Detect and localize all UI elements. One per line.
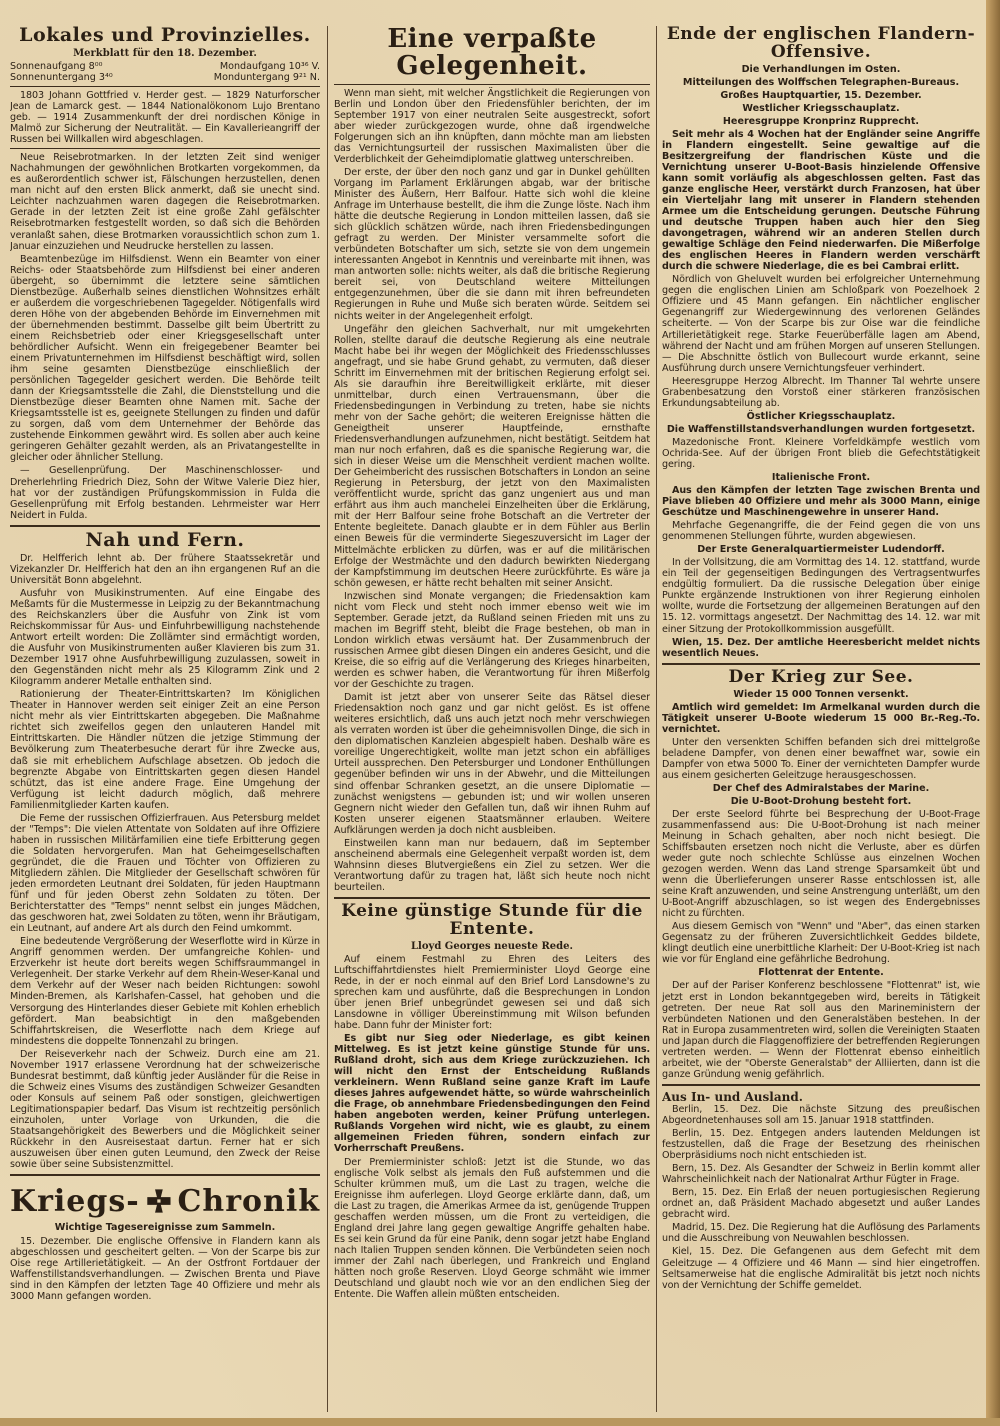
merkblatt-heading: Merkblatt für den 18. Dezember.	[73, 47, 257, 59]
see-para: Der auf der Pariser Konferenz beschlossene "Flottenrat" ist, wie jetzt erst in London bekanntgegeben wird, bereits in Tätigkeit getreten. Der neue Rat soll aus den Marineministern der verbündeten Nationen und den Generalstäben bestehen. In der Rat in Europa zusammentreten wird, sollen die Vereinigten Staaten und Japan durch die Flaggenoffiziere der betreffenden Regierungen vertreten werden. — Wenn der Flottenrat ebenso einheitlich arbeitet, wie der "Oberste Generalstab" der Alliierten, dann ist die ganze Gründung wenig gefährlich.	[662, 980, 980, 1080]
article-theater: Rationierung der Theater-Eintrittskarten? Im Königlichen Theater in Hannover werden seit einiger Zeit an eine Person nicht mehr als vier Eintrittskarten abgegeben. Die Maßnahme richtet sich zweifellos gegen den unlauteren Handel mit Eintrittskarten. Die Händler nützen die jetzige Stimmung der Bevölkerung zum Theaterbesuche derart für ihre Zwecke aus, daß sie mit erheblichem Aufschlage absetzen. Ob jedoch die begrenzte Abgabe von Eintrittskarten gegen diesen Handel schützt, das ist eine andere Frage. Eine Umgehung der Verfügung ist leicht dadurch möglich, daß mehrere Familienmitglieder Karten kaufen.	[10, 689, 320, 811]
page-edge	[986, 0, 1000, 1426]
chronik-word-2: Chronik	[177, 1183, 320, 1219]
divider	[10, 86, 320, 87]
column-rule	[327, 26, 328, 1412]
ausland-item: Bern, 15. Dez. Als Gesandter der Schweiz in Berlin kommt aller Wahrscheinlichkeit nach der Nationalrat Arthur Fügter in Frage.	[662, 1163, 980, 1186]
see-para: Aus diesem Gemisch von "Wenn" und "Aber", das einen starken Gegensatz zu der früheren Zuversichtlichkeit Geddes bildete, klingt deutlich eine unerbittliche Klarheit: Der U-Boot-Krieg ist nach wie vor für England eine gefährliche Bedrohung.	[662, 921, 980, 966]
sun-value: 8⁰⁰	[88, 60, 103, 72]
ausland-item: Bern, 15. Dez. Ein Erlaß der neuen portugiesischen Regierung ordnet an, daß Präsident Machado abgesetzt und außer Landes gebracht wird.	[662, 1187, 980, 1221]
waffen-line: Die Waffenstillstandsverhandlungen wurden fortgesetzt.	[666, 423, 976, 435]
ausland-item: Berlin, 15. Dez. Die nächste Sitzung des preußischen Abgeordnetenhauses soll am 15. Januar 1918 stattfinden.	[662, 1103, 980, 1126]
flandern-subtitle: Die Verhandlungen im Osten.	[741, 63, 901, 75]
section-title-lokales: Lokales und Provinzielles.	[19, 26, 311, 46]
gelegenheit-para: Inzwischen sind Monate vergangen; die Friedensaktion kam nicht vom Fleck und steht noch immer ebenso weit wie im September. Gerade jetzt, da Rußland seinen Frieden mit uns zu machen im Begriff steht, bleibt die Frage bestehen, ob man in London wirklich etwas versäumt hat. Der Zusammenbruch der russischen Armee gibt diesen Dingen ein anderes Gesicht, und die Kreise, die so eifrig auf die Verlängerung des Krieges hinarbeiten, werden es schwer haben, die Verantwortung für ihren Mißerfolg vor der Geschichte zu tragen.	[334, 590, 650, 691]
article-schweiz: Der Reiseverkehr nach der Schweiz. Durch eine am 21. November 1917 erlassene Verordnung hat der schweizerische Bundesrat bestimmt, daß künftig jeder Ausländer für die Reise in die Schweiz eines Visums des zuständigen Schweizer Gesandten oder Konsuls auf seinem Paß oder sonstigen, gleichwertigen Legitimationspapier bedarf. Das Visum ist rechtzeitig persönlich einzuholen, unter Vorlage von Urkunden, die die Staatsangehörigkeit des Bewerbers und die Möglichkeit seiner Rückkehr in den Ausreisestaat dartun. Ferner hat er sich auszuweisen über einen guten Leumund, den Zweck der Reise sowie über seine Subsistenzmittel.	[10, 1048, 320, 1171]
gelegenheit-para: Der erste, der über den noch ganz und gar in Dunkel gehüllten Vorgang im Parlament Erklärungen abgab, war der britische Minister des Äußern, Herr Balfour. Hatte sich wohl die kleine Anfrage im Unterhause bestellt, die ihm die Zunge löste. Nach ihm hätte die deutsche Regierung in London mitteilen lassen, daß sie sich glücklich schätzen würde, nach ihren Friedensbedingungen gefragt zu werden. Der Minister versammelte sofort die verbündeten Botschafter um sich, setzte sie von dem ungemein interessanten Angebot in Kenntnis und vereinbarte mit ihnen, was man antworten solle: nichts weiter, als daß die britische Regierung bereit sei, von Deutschland weitere Mitteilungen entgegenzunehmen, über die sie dann mit ihren befreundeten Regierungen in Ruhe und Muße sich beraten würde. Seitdem sei nichts weiter in der Angelegenheit erfolgt.	[334, 166, 650, 322]
moon-label: Mondaufgang	[219, 60, 286, 72]
sun-row-1	[10, 61, 320, 72]
divider	[10, 148, 320, 149]
drohung-heading: Die U-Boot-Drohung besteht fort.	[730, 795, 912, 807]
section-title-stunde: Keine günstige Stunde für die Entente.	[341, 900, 643, 939]
gelegenheit-para: Wenn man sieht, mit welcher Ängstlichkeit die Regierungen von Berlin und London über den Friedensfühler berichten, der im September 1917 von einer neutralen Seite ausgestreckt, sofort aber wieder zurückgezogen wurde, ohne daß irgendwelche Folgerungen sich an ihn knüpften, dann möchte man am liebsten das Vernichtungsurteil der russischen Maximalisten über die Verderblichkeit der Geheimdiplomatie glattweg unterschreiben.	[334, 87, 650, 165]
chef-line: Der Chef des Admiralstabes der Marine.	[712, 782, 930, 794]
column-left	[10, 26, 320, 1412]
section-title-flandern: Ende der englischen Flandern-Offensive.	[666, 26, 976, 62]
sun-moon-table	[10, 61, 320, 83]
hq-line: Großes Hauptquartier, 15. Dezember.	[720, 89, 922, 101]
article-reisebrot: Neue Reisebrotmarken. In der letzten Zeit sind weniger Nachahmungen der gewöhnlichen Brotkarten vorgekommen, da es außerordentlich schwer ist, Fälschungen herzustellen, denen man nicht auf den ersten Blick anmerkt, daß sie unecht sind. Leichter nachzuahmen waren dagegen die Reisebrotmarken. Gerade in der letzten Zeit ist eine große Zahl gefälschter Reisebrotmarken festgestellt worden, so daß sich die Behörden veranlaßt sahen, diese Brotmarken voraussichtlich schon zum 1. Januar einzuziehen und Neudrucke herstellen zu lassen.	[10, 152, 320, 252]
ludendorff-line: Der Erste Generalquartiermeister Ludendorff.	[697, 544, 945, 556]
sun-label: Sonnenaufgang	[10, 60, 86, 72]
ital-heading: Italienische Front.	[771, 472, 871, 483]
ausland-item: Berlin, 15. Dez. Entgegen anders lautenden Meldungen ist festzustellen, daß die Frage der Besetzung des rheinischen Oberpräsidiums noch nicht entschieden ist.	[662, 1128, 980, 1162]
section-title-ausland: Aus In- und Ausland.	[662, 1089, 803, 1104]
article-gesellen: — Gesellenprüfung. Der Maschinenschlosser- und Dreherlehrling Friedrich Diez, Sohn der Witwe Valerie Diez hier, hat vor der zuständigen Prüfungskommission in Fulda die Gesellenprüfung mit Erfolg bestanden. Lehrmeister war Herr Neidert in Fulda.	[10, 465, 320, 521]
history-notes: 1803 Johann Gottfried v. Herder gest. — 1829 Naturforscher Jean de Lamarck gest. — 1844 Nationalökonom Lujo Brentano geb. — 1914 Zusammenkunft der drei nordischen Könige in Malmö zur Sicherung der Neutralität. — Ein Kavallerieangriff der Russen bei Willkallen wird abgeschlagen.	[10, 89, 320, 146]
stunde-para: Es gibt nur Sieg oder Niederlage, es gibt keinen Mittelweg. Es ist jetzt keine günstige Stunde für uns. Rußland droht, sich aus dem Kriege zurückzuziehen. Ich will nicht den Ernst der Entscheidung Rußlands verkleinern. Wenn Rußland seine ganze Kraft im Laufe dieses Jahres aufgewendet hätte, so würde wahrscheinlich die Frage, ob annehmbare Friedensbedingungen den Feind haben angeboten werden, keiner Prüfung unterlegen. Rußlands Vorgehen wird nicht, wie es glaubt, zu einem allgemeinen Frieden führen, sondern einfach zur Vorherrschaft Preußens.	[334, 1032, 650, 1155]
mehr-para: Mehrfache Gegenangriffe, die der Feind gegen die von uns genommenen Stellungen führte, wurden abgewiesen.	[662, 520, 980, 543]
chronik-subtitle: Wichtige Tagesereignisse zum Sammeln.	[54, 1222, 276, 1234]
article-frauen: Die Feme der russischen Offizierfrauen. Aus Petersburg meldet der "Temps": Die vielen Attentate von Soldaten auf ihre Offiziere haben in russischen Militärfamilien eine tiefe Erbitterung gegen die Soldaten hervorgerufen. Man hat Geheimgesellschaften gegründet, die die Frauen und Töchter von Offizieren zu Mitgliedern zählen. Die Mitglieder der Gesellschaft schwören für jeden ermordeten Leutnant drei Soldaten, für jeden Hauptmann fünf und für jeden Oberst zehn Soldaten zu töten. Der Berichterstatter des "Temps" nennt selbst ein junges Mädchen, das geschworen hat, zwei Soldaten zu töten, wenn ihr Bräutigam, ein Leutnant, auf andere Art als durch den Feind umkommt.	[10, 812, 320, 935]
wien-para: Wien, 15. Dez. Der amtliche Heeresbericht meldet nichts wesentlich Neues.	[662, 636, 980, 659]
gelegenheit-para: Ungefähr den gleichen Sachverhalt, nur mit umgekehrten Rollen, stellte darauf die deutsche Regierung als eine neutrale Macht habe bei ihr wegen der Möglichkeit des Friedensschlusses angefragt, und sie habe Grund gehabt, zu vermuten, daß dieser Schritt im Einvernehmen mit der britischen Regierung erfolgt sei. Als sie daraufhin ihre Bereitwilligkeit erklärte, mit dieser unmittelbar, durch einen Vertrauensmann, über die Friedensbedingungen in Verbindung zu treten, habe sie nichts mehr von der Sache gehört; die weiteren Ereignisse hätten die Geneigtheit unserer Hauptfeinde, ernsthafte Friedensverhandlungen aufzunehmen, nicht bestätigt. Seitdem hat man nur noch erfahren, daß es die spanische Regierung war, die sich in dieser Weise um die Menschheit verdient machen wollte. Der Geheimbericht des russischen Botschafters in London an seine Regierung in Petersburg, der jetzt von den Maximalisten veröffentlicht wurde, spricht das ganz ungeniert aus und man erfährt aus ihm auch manchelei Einzelheiten über die Erklärung, mit der Herr Balfour seine frohe Botschaft an die Vertreter der Entente begleitete. Danach glaubte er in dem Fühler aus Berlin einen Beweis für die verminderte Siegeszuversicht im Lager der Mittelmächte erblicken zu dürfen, was er auf die militärischen Erfolge der Westmächte und den dadurch bewirkten Niedergang der Kampfstimmung im deutschen Heere zurückführte. Es wäre ja schön gewesen, er hätte recht behalten mit seiner Ansicht.	[334, 323, 650, 589]
voll-para: In der Vollsitzung, die am Vormittag des 14. 12. stattfand, wurde ein Teil der gegenseitigen Bedingungen des Vertragsentwurfes endgültig formuliert. Da die russische Delegation über einige Punkte ergänzende Instruktionen von ihrer Regierung einholen wollte, wurde die Fortsetzung der allgemeinen Beratungen auf den 15. 12. vormittags angesetzt. Der Nachmittag des 14. 12. war mit einer Sitzung der Protokollkommission ausgefüllt.	[662, 557, 980, 635]
column-right	[662, 26, 980, 1412]
divider	[334, 897, 650, 899]
divider	[662, 1084, 980, 1086]
ost-heading: Östlicher Kriegsschauplatz.	[746, 410, 896, 422]
article-helfferich: Dr. Helfferich lehnt ab. Der frühere Staatssekretär und Vizekanzler Dr. Helfferich hat den an ihn ergangenen Ruf an die Universität Bonn abgelehnt.	[10, 552, 320, 586]
moon-value: 10³⁶ V.	[288, 60, 320, 72]
rupprecht-heading: Heeresgruppe Kronprinz Rupprecht.	[722, 115, 920, 127]
stunde-para: Der Premierminister schloß: Jetzt ist die Stunde, wo das englische Volk selbst als jemals den Fuß aufstemmen und die Schulter krümmen muß, um die Last zu tragen, welche die Ereignisse ihm auferlegen. Lloyd George erklärte dann, daß, um die Last zu tragen, die Amerikas Armee da ist, genügende Truppen geschaffen werden müssen, um die Front zu verteidigen, die England drei Jahre lang gegen gewaltige Angriffe gehalten habe. Es sei kein Grund da für eine Panik, denn sogar jetzt habe England nach Italien Truppen senden können. Die Verbündeten seien noch immer der Zahl nach überlegen, und Frankreich und England hätten noch große Reserven. Lloyd George schmäht wie immer Deutschland und glaubt noch wie vor an den endlichen Sieg der Entente. Die Waffen allein müßten entscheiden.	[334, 1156, 650, 1301]
maz-para: Mazedonische Front. Kleinere Vorfeldkämpfe westlich vom Ochrida-See. Auf der übrigen Front blieb die Gefechtstätigkeit gering.	[662, 436, 980, 470]
sun-label: Sonnenuntergang	[10, 71, 96, 83]
article-musik: Ausfuhr von Musikinstrumenten. Auf eine Eingabe des Meßamts für die Mustermesse in Leipzig zu der Bekanntmachung des Reichskanzlers über die Ausfuhr von Zink ist vom Reichskommissar für Aus- und Einfuhrbewilligung nachstehende Antwort erteilt worden: Die Zollämter sind ermächtigt worden, die Ausfuhr von Musikinstrumenten außer Klavieren bis zum 31. Dezember 1917 ohne Ausfuhrbewilligung zuzulassen, soweit in den Gegenständen nicht mehr als 25 Kilogramm Zink und 2 Kilogramm anderer Metalle enthalten sind.	[10, 587, 320, 688]
moon-label: Monduntergang	[213, 71, 290, 83]
west-heading: Westlicher Kriegsschauplatz.	[742, 102, 900, 114]
gelegenheit-para: Einstweilen kann man nur bedauern, daß im September anscheinend abermals eine Gelegenheit verpaßt worden ist, dem Wahnsinn dieses Blutvergießens ein Ziel zu setzen. Wer die Verantwortung dafür zu tragen hat, läßt sich heute noch nicht beurteilen.	[334, 837, 650, 893]
article-beamten: Beamtenbezüge im Hilfsdienst. Wenn ein Beamter von einer Reichs- oder Staatsbehörde zum Hilfsdienst bei einer anderen übergeht, so übernimmt die letztere seine sämtlichen Dienstbezüge. Außerhalb seines dienstlichen Wohnsitzes erhält er außerdem die vorgeschriebenen Tagegelder. Nötigenfalls wird deren Höhe von der abgebenden Behörde im Einvernehmen mit der übernehmenden bestimmt. Dasselbe gilt beim Übertritt zu einem Reichsbetrieb oder einer Kriegsgesellschaft unter behördlicher Aufsicht. Wenn ein freigegebener Beamter bei einem Privatunternehmen im Hilfsdienst beschäftigt wird, sollen ihm seine gesamten Dienstbezüge einschließlich der persönlichen Tagegelder gesichert werden. Die Behörde teilt dann der Kriegsamtsstelle die Zahl, die Dienststellung und die Dienstbezüge dieser Beamten ohne Namen mit. Sache der Kriegsamtsstelle ist es, geeignete Stellungen zu finden und dafür zu sorgen, daß vom dem Unternehmer der Behörde das zustehende Einkommen gewährt wird. Es sollen aber auch keine geringeren Gehälter gezahlt werden, als an Privatangestellte in gleicher oder ähnlicher Stellung.	[10, 253, 320, 464]
article-weser: Eine bedeutende Vergrößerung der Weserflotte wird in Kürze in Angriff genommen werden. Der umfangreiche Kohlen- und Erzverkehr ist heute dort bereits wegen Schiffsraummangel in Verlegenheit. Der starke Verkehr auf dem Rhein-Weser-Kanal und dem Verkehr auf der Weser nach beiden Richtungen: sowohl Minden-Bremen, als Karlshafen-Cassel, hat gehoben und die Versorgung des Hinterlandes dieser Gebiete mit Kohlen erheblich gefördert. Man beabsichtigt in den maßgebenden Schiffahrtskreisen, die Weserflotte nach dem Kriege auf mindestens die doppelte Tonnenzahl zu bringen.	[10, 936, 320, 1047]
divider	[10, 525, 320, 527]
section-title-nah: Nah und Fern.	[85, 528, 245, 551]
iron-cross-icon	[146, 1180, 172, 1222]
flandern-para: Seit mehr als 4 Wochen hat der Engländer seine Angriffe in Flandern eingestellt. Seine gewaltige auf die Besitzergreifung der flandrischen Küste und die Vernichtung unserer U-Boot-Basis hinzielende Offensive kann somit vorläufig als abgeschlossen gelten. Fast das ganze englische Heer, verstärkt durch Franzosen, hat über ein Vierteljahr lang mit unserer in Flandern stehenden Armee um die Entscheidung gerungen. Deutsche Führung und deutsche Truppen haben auch hier den Sieg davongetragen, während wir an anderen Stellen durch gewaltige Schläge den Feind niederwarfen. Die Mißerfolge des englischen Heeres in Flandern werden verschärft durch die schwere Niederlage, die es bei Cambrai erlitt.	[662, 128, 980, 273]
wolff-line: Mitteilungen des Wolffschen Telegraphen-Bureaus.	[682, 76, 960, 88]
albrecht-para: Heeresgruppe Herzog Albrecht. Im Thanner Tal wehrte unsere Grabenbesatzung den Vorstoß einer stärkeren französischen Erkundungsabteilung ab.	[662, 375, 980, 409]
see-amtl: Amtlich wird gemeldet: Im Armelkanal wurden durch die Tätigkeit unserer U-Boote wiederum 15 000 Br.-Reg.-To. vernichtet.	[662, 701, 980, 735]
divider	[334, 84, 650, 85]
section-title-see: Der Krieg zur See.	[728, 666, 914, 687]
flottenrat-heading: Flottenrat der Entente.	[758, 967, 884, 979]
column-rule	[656, 26, 657, 1412]
sun-value: 3⁴⁰	[98, 71, 113, 83]
moon-value: 9²¹ N.	[292, 71, 320, 83]
ausland-item: Madrid, 15. Dez. Die Regierung hat die Auflösung des Parlaments und die Ausschreibung von Neuwahlen beschlossen.	[662, 1222, 980, 1245]
sun-row-2	[10, 72, 320, 83]
chronik-entry: 15. Dezember. Die englische Offensive in Flandern kann als abgeschlossen und gescheitert gelten. — Von der Scarpe bis zur Oise rege Artillerietätigkeit. — An der Ostfront Fortdauer der Waffenstillstandsverhandlungen. — Zwischen Brenta und Piave sind in den Kämpfen der letzten Tage 40 Offiziere und mehr als 3000 Mann gefangen worden.	[10, 1236, 320, 1303]
chronik-word-1: Kriegs-	[10, 1183, 140, 1219]
divider	[662, 663, 980, 665]
divider	[10, 1174, 320, 1176]
page-edge	[0, 1418, 1000, 1426]
section-title-gelegenheit: Eine verpaßte Gelegenheit.	[387, 26, 597, 82]
brenta-para: Aus den Kämpfen der letzten Tage zwischen Brenta und Piave blieben 40 Offiziere und mehr als 3000 Mann, einige Geschütze und Maschinengewehre in unserer Hand.	[662, 485, 980, 519]
see-para: Unter den versenkten Schiffen befanden sich drei mittelgroße beladene Dampfer, von denen einer bewaffnet war, sowie ein Dampfer von etwa 5000 To. Einer der vernichteten Dampfer wurde aus einem gesicherten Geleitzuge herausgeschossen.	[662, 736, 980, 781]
column-middle	[334, 26, 650, 1412]
ausland-item: Kiel, 15. Dez. Die Gefangenen aus dem Gefecht mit dem Geleitzuge — 4 Offiziere und 46 Mann — sind hier eingetroffen. Seltsamerweise hat die englische Admiralität bis jetzt noch nichts von der Vernichtung der Schiffe gemeldet.	[662, 1246, 980, 1291]
see-subtitle: Wieder 15 000 Tonnen versenkt.	[733, 688, 909, 700]
stunde-subtitle: Lloyd Georges neueste Rede.	[411, 940, 573, 952]
see-para: Der erste Seelord führte bei Besprechung der U-Boot-Frage zusammenfassend aus: Die U-Boot-Drohung ist nach meiner Meinung in Schach gehalten, aber noch nicht besiegt. Die Schiffsbauten ersetzen noch nicht die Verluste, aber es dürfen weder gute noch schlechte Schlüsse aus einzelnen Wochen gezogen werden. Wenn das Land strenge Sparsamkeit übt und wenn die Überlieferungen unserer Rasse entschlossen ist, alle seine Kraft anzuwenden, und seine Anstrengung unterläßt, um den U-Boot-Angriff abzuschlagen, so ist wegen des Endergebnisses nicht zu fürchten.	[662, 808, 980, 920]
stunde-para: Auf einem Festmahl zu Ehren des Leiters des Luftschiffahrtdienstes hielt Premierminister Lloyd George eine Rede, in der er noch einmal auf den Brief Lord Lansdowne's zu sprechen kam und ausführte, daß die Besprechungen in London über jenen Brief unbegründet gewesen sei und daß sich Lansdowne in völliger Übereinstimmung mit Wilson befunden habe. Dann fuhr der Minister fort:	[334, 953, 650, 1031]
kriegs-chronik-header	[10, 1180, 320, 1222]
flandern-para: Nördlich von Gheluvelt wurden bei erfolgreicher Unternehmung gegen die englischen Linien am Schloßpark von Poezelhoek 2 Offiziere und 45 Mann gefangen. Ein nächtlicher englischer Gegenangriff zur Wiedergewinnung des verlorenen Geländes scheiterte. — Von der Scarpe bis zur Oise war die feindliche Artillerietätigkeit rege. Starke Feuerüberfälle lagen am Abend, während der Nacht und am frühen Morgen auf unseren Stellungen. — Die Abschnitte östlich von Bullecourt wurde erkannt, seine Ausführung durch unsere Vernichtungsfeuer verhindert.	[662, 274, 980, 374]
gelegenheit-para: Damit ist jetzt aber von unserer Seite das Rätsel dieser Friedensaktion noch ganz und gar nicht gelöst. Es ist offene weiteres ersichtlich, daß uns auch jetzt noch mehr verschwiegen als verraten worden ist über die geheimnisvollen Dinge, die sich in den diplomatischen Kanzleien abgespielt haben. Deshalb wäre es voreilige Ungerechtigkeit, wollte man jetzt schon ein abfälliges Urteil aussprechen. Den Petersburger und Londoner Enthüllungen gegenüber befinden wir uns in der Abwehr, und die Mitteilungen sind offenbar Schranken gesetzt, an die unsere Diplomatie — zunächst wenigstens — gebunden ist; und wir wollen unseren Gegnern nicht wieder den Gefallen tun, daß wir ihnen Ruhm auf Kosten unserer eigenen Staatsmänner erlauben. Weitere Aufklärungen werden ja doch nicht ausbleiben.	[334, 692, 650, 836]
